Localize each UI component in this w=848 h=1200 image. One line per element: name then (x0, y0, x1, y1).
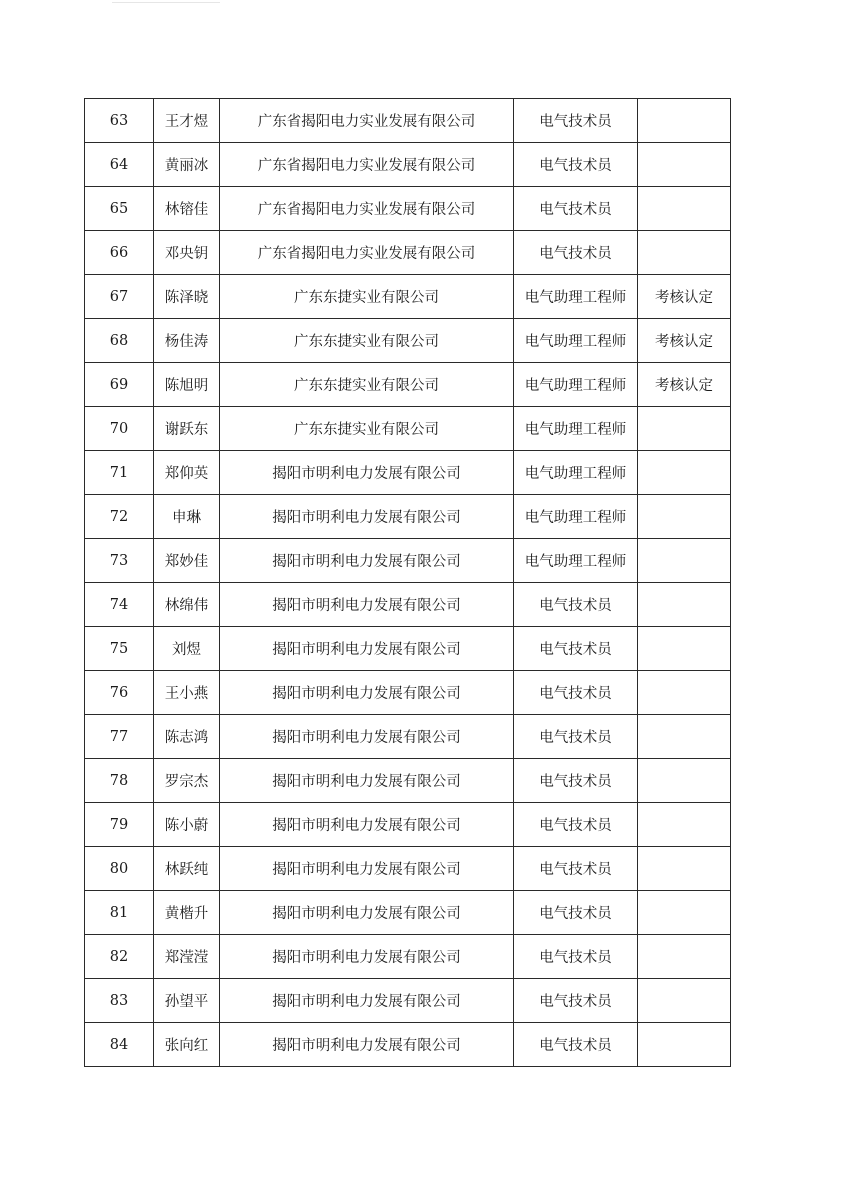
table-row (85, 539, 731, 583)
row-number-cell: 72 (85, 495, 154, 539)
job-title-cell: 电气技术员 (514, 231, 638, 275)
company-name-cell: 广东省揭阳电力实业发展有限公司 (220, 143, 514, 187)
job-title-cell: 电气技术员 (514, 759, 638, 803)
row-number-cell: 64 (85, 143, 154, 187)
job-title-cell: 电气技术员 (514, 979, 638, 1023)
job-title-cell: 电气技术员 (514, 671, 638, 715)
row-number-cell: 81 (85, 891, 154, 935)
person-name-cell: 王才煜 (154, 99, 220, 143)
company-name-cell: 揭阳市明利电力发展有限公司 (220, 451, 514, 495)
person-name-cell: 陈泽晓 (154, 275, 220, 319)
row-number-cell: 69 (85, 363, 154, 407)
remark-cell (638, 935, 731, 979)
row-number-cell: 67 (85, 275, 154, 319)
table-row (85, 407, 731, 451)
table-row (85, 1023, 731, 1067)
company-name-cell: 揭阳市明利电力发展有限公司 (220, 583, 514, 627)
company-name-cell: 揭阳市明利电力发展有限公司 (220, 847, 514, 891)
person-name-cell: 孙望平 (154, 979, 220, 1023)
person-name-cell: 谢跃东 (154, 407, 220, 451)
person-name-cell: 王小燕 (154, 671, 220, 715)
remark-cell (638, 671, 731, 715)
company-name-cell: 广东东捷实业有限公司 (220, 275, 514, 319)
company-name-cell: 广东省揭阳电力实业发展有限公司 (220, 231, 514, 275)
row-number-cell: 79 (85, 803, 154, 847)
table-row (85, 759, 731, 803)
table-row (85, 495, 731, 539)
remark-cell: 考核认定 (638, 363, 731, 407)
row-number-cell: 77 (85, 715, 154, 759)
person-name-cell: 申琳 (154, 495, 220, 539)
table-row (85, 143, 731, 187)
job-title-cell: 电气助理工程师 (514, 495, 638, 539)
person-name-cell: 陈旭明 (154, 363, 220, 407)
job-title-cell: 电气助理工程师 (514, 539, 638, 583)
person-name-cell: 黄丽冰 (154, 143, 220, 187)
remark-cell (638, 99, 731, 143)
company-name-cell: 揭阳市明利电力发展有限公司 (220, 495, 514, 539)
person-name-cell: 刘煜 (154, 627, 220, 671)
remark-cell (638, 451, 731, 495)
company-name-cell: 揭阳市明利电力发展有限公司 (220, 715, 514, 759)
job-title-cell: 电气技术员 (514, 803, 638, 847)
remark-cell (638, 143, 731, 187)
company-name-cell: 揭阳市明利电力发展有限公司 (220, 935, 514, 979)
remark-cell: 考核认定 (638, 275, 731, 319)
job-title-cell: 电气技术员 (514, 187, 638, 231)
roster-table (84, 98, 731, 1067)
remark-cell (638, 979, 731, 1023)
remark-cell (638, 715, 731, 759)
remark-cell (638, 407, 731, 451)
job-title-cell: 电气技术员 (514, 935, 638, 979)
remark-cell (638, 187, 731, 231)
remark-cell (638, 759, 731, 803)
job-title-cell: 电气技术员 (514, 891, 638, 935)
person-name-cell: 罗宗杰 (154, 759, 220, 803)
table-row (85, 275, 731, 319)
person-name-cell: 郑妙佳 (154, 539, 220, 583)
row-number-cell: 68 (85, 319, 154, 363)
row-number-cell: 84 (85, 1023, 154, 1067)
company-name-cell: 广东东捷实业有限公司 (220, 363, 514, 407)
table-row (85, 847, 731, 891)
person-name-cell: 郑滢滢 (154, 935, 220, 979)
table-row (85, 187, 731, 231)
table-row (85, 583, 731, 627)
person-name-cell: 黄楷升 (154, 891, 220, 935)
row-number-cell: 73 (85, 539, 154, 583)
table-row (85, 935, 731, 979)
job-title-cell: 电气技术员 (514, 627, 638, 671)
table-row (85, 803, 731, 847)
remark-cell (638, 231, 731, 275)
company-name-cell: 揭阳市明利电力发展有限公司 (220, 1023, 514, 1067)
job-title-cell: 电气助理工程师 (514, 451, 638, 495)
scan-edge-mark (112, 2, 220, 6)
row-number-cell: 74 (85, 583, 154, 627)
table-row (85, 363, 731, 407)
job-title-cell: 电气技术员 (514, 1023, 638, 1067)
person-name-cell: 邓央钥 (154, 231, 220, 275)
company-name-cell: 揭阳市明利电力发展有限公司 (220, 803, 514, 847)
company-name-cell: 揭阳市明利电力发展有限公司 (220, 627, 514, 671)
job-title-cell: 电气助理工程师 (514, 363, 638, 407)
remark-cell (638, 803, 731, 847)
company-name-cell: 广东省揭阳电力实业发展有限公司 (220, 99, 514, 143)
table-row (85, 891, 731, 935)
table-row (85, 99, 731, 143)
row-number-cell: 70 (85, 407, 154, 451)
company-name-cell: 揭阳市明利电力发展有限公司 (220, 539, 514, 583)
row-number-cell: 66 (85, 231, 154, 275)
remark-cell (638, 627, 731, 671)
job-title-cell: 电气技术员 (514, 583, 638, 627)
table-row (85, 715, 731, 759)
remark-cell (638, 583, 731, 627)
company-name-cell: 揭阳市明利电力发展有限公司 (220, 671, 514, 715)
company-name-cell: 揭阳市明利电力发展有限公司 (220, 979, 514, 1023)
person-name-cell: 陈志鸿 (154, 715, 220, 759)
job-title-cell: 电气技术员 (514, 847, 638, 891)
table-row (85, 627, 731, 671)
company-name-cell: 广东省揭阳电力实业发展有限公司 (220, 187, 514, 231)
job-title-cell: 电气助理工程师 (514, 407, 638, 451)
person-name-cell: 郑仰英 (154, 451, 220, 495)
table-row (85, 451, 731, 495)
row-number-cell: 83 (85, 979, 154, 1023)
remark-cell (638, 495, 731, 539)
job-title-cell: 电气技术员 (514, 143, 638, 187)
table-row (85, 231, 731, 275)
roster-table-body (85, 99, 731, 1067)
table-row (85, 319, 731, 363)
job-title-cell: 电气助理工程师 (514, 319, 638, 363)
person-name-cell: 林绵伟 (154, 583, 220, 627)
person-name-cell: 陈小蔚 (154, 803, 220, 847)
company-name-cell: 广东东捷实业有限公司 (220, 407, 514, 451)
row-number-cell: 78 (85, 759, 154, 803)
job-title-cell: 电气助理工程师 (514, 275, 638, 319)
person-name-cell: 林跃纯 (154, 847, 220, 891)
remark-cell (638, 891, 731, 935)
row-number-cell: 82 (85, 935, 154, 979)
job-title-cell: 电气技术员 (514, 99, 638, 143)
remark-cell (638, 1023, 731, 1067)
row-number-cell: 76 (85, 671, 154, 715)
company-name-cell: 揭阳市明利电力发展有限公司 (220, 891, 514, 935)
row-number-cell: 65 (85, 187, 154, 231)
person-name-cell: 张向红 (154, 1023, 220, 1067)
job-title-cell: 电气技术员 (514, 715, 638, 759)
company-name-cell: 广东东捷实业有限公司 (220, 319, 514, 363)
row-number-cell: 80 (85, 847, 154, 891)
row-number-cell: 75 (85, 627, 154, 671)
person-name-cell: 杨佳涛 (154, 319, 220, 363)
company-name-cell: 揭阳市明利电力发展有限公司 (220, 759, 514, 803)
table-row (85, 979, 731, 1023)
remark-cell (638, 847, 731, 891)
table-row (85, 671, 731, 715)
remark-cell (638, 539, 731, 583)
person-name-cell: 林镕佳 (154, 187, 220, 231)
row-number-cell: 71 (85, 451, 154, 495)
remark-cell: 考核认定 (638, 319, 731, 363)
row-number-cell: 63 (85, 99, 154, 143)
